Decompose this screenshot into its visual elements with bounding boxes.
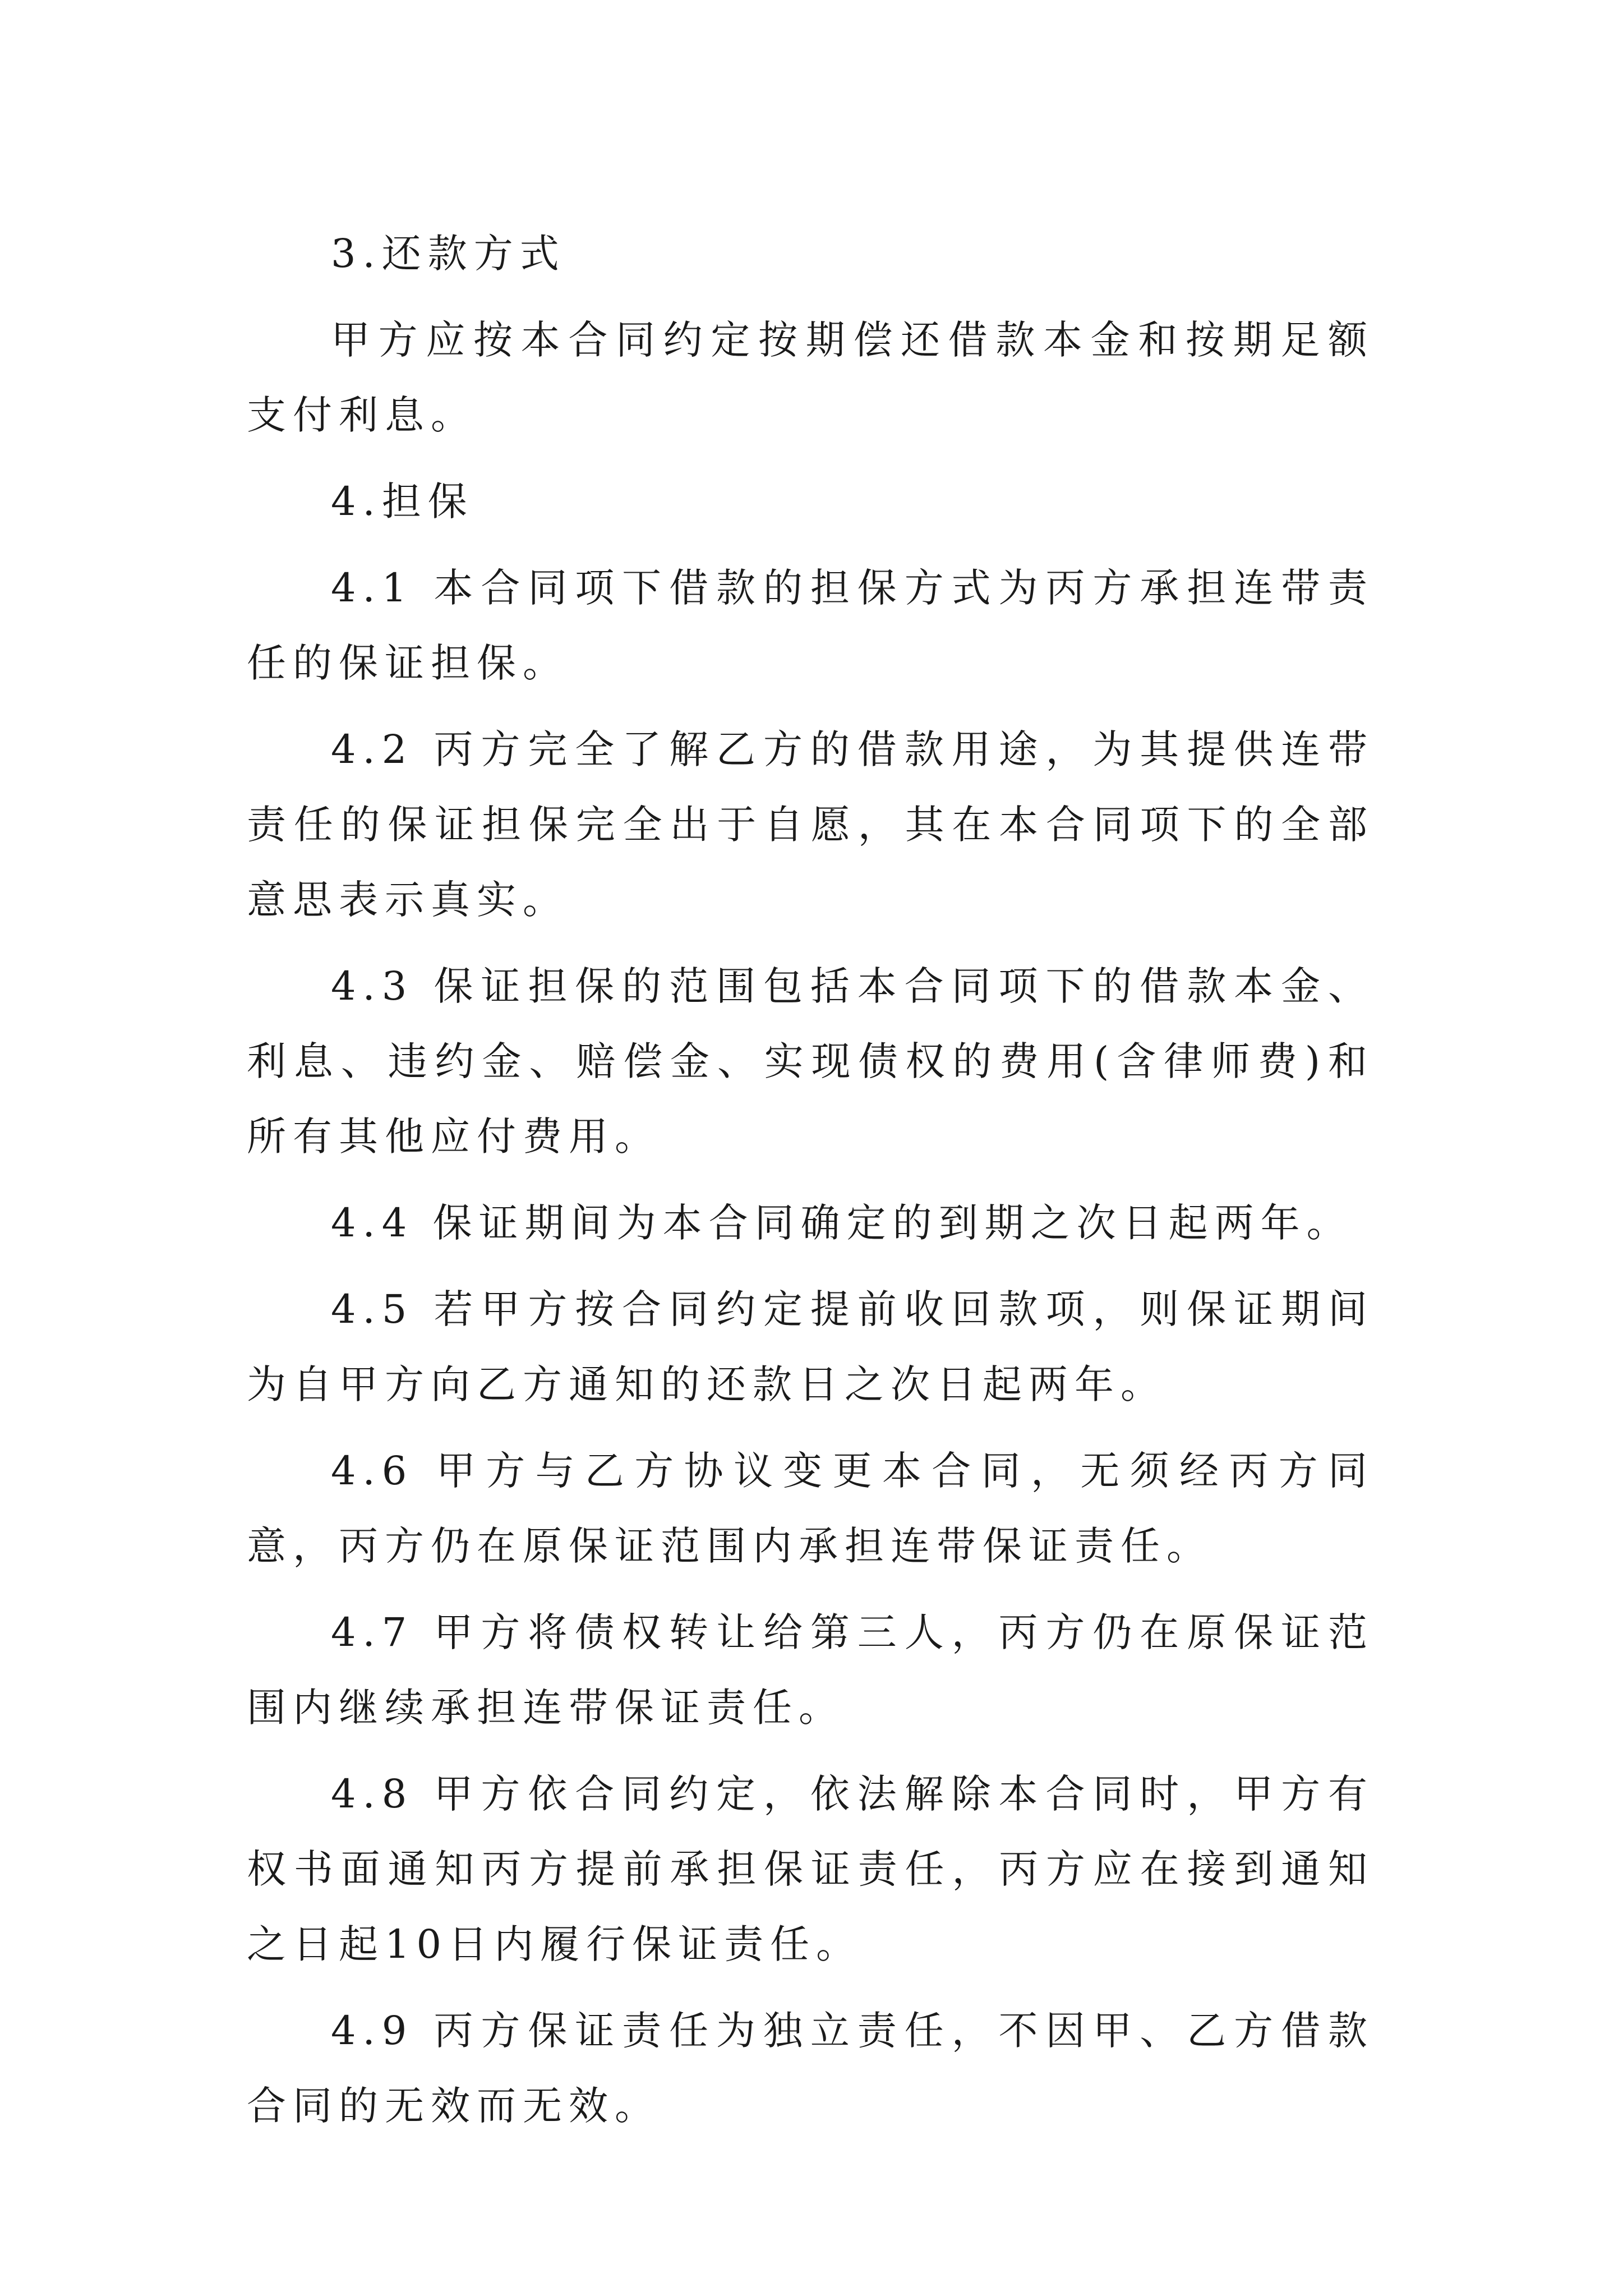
- clause-4-6: 4.6 甲方与乙方协议变更本合同，无须经丙方同意，丙方仍在原保证范围内承担连带保证责任。: [247, 1448, 1374, 1569]
- clause-4-7: 4.7 甲方将债权转让给第三人，丙方仍在原保证范围内继续承担连带保证责任。: [247, 1609, 1374, 1731]
- clause-4-8: 4.8 甲方依合同约定，依法解除本合同时，甲方有权书面通知丙方提前承担保证责任，丙方应在接到通知之日起10日内履行保证责任。: [247, 1771, 1374, 1967]
- clause-4-5: 4.5 若甲方按合同约定提前收回款项，则保证期间为自甲方向乙方通知的还款日之次日起两年。: [247, 1286, 1374, 1407]
- paragraph-repayment-body: 甲方应按本合同约定按期偿还借款本金和按期足额支付利息。: [247, 317, 1374, 438]
- clause-4-1: 4.1 本合同项下借款的担保方式为丙方承担连带责任的保证担保。: [247, 565, 1374, 686]
- section-heading-repayment: 3.还款方式: [331, 231, 566, 277]
- clause-4-4: 4.4 保证期间为本合同确定的到期之次日起两年。: [331, 1200, 1353, 1246]
- clause-4-9: 4.9 丙方保证责任为独立责任，不因甲、乙方借款合同的无效而无效。: [247, 2008, 1374, 2129]
- document-body: [247, 216, 1374, 2143]
- clause-4-3: 4.3 保证担保的范围包括本合同项下的借款本金、利息、违约金、赔偿金、实现债权的费用(含律师费)和所有其他应付费用。: [247, 963, 1374, 1159]
- clause-4-2: 4.2 丙方完全了解乙方的借款用途，为其提供连带责任的保证担保完全出于自愿，其在本合同项下的全部意思表示真实。: [247, 726, 1374, 923]
- section-heading-guarantee: 4.担保: [331, 478, 474, 524]
